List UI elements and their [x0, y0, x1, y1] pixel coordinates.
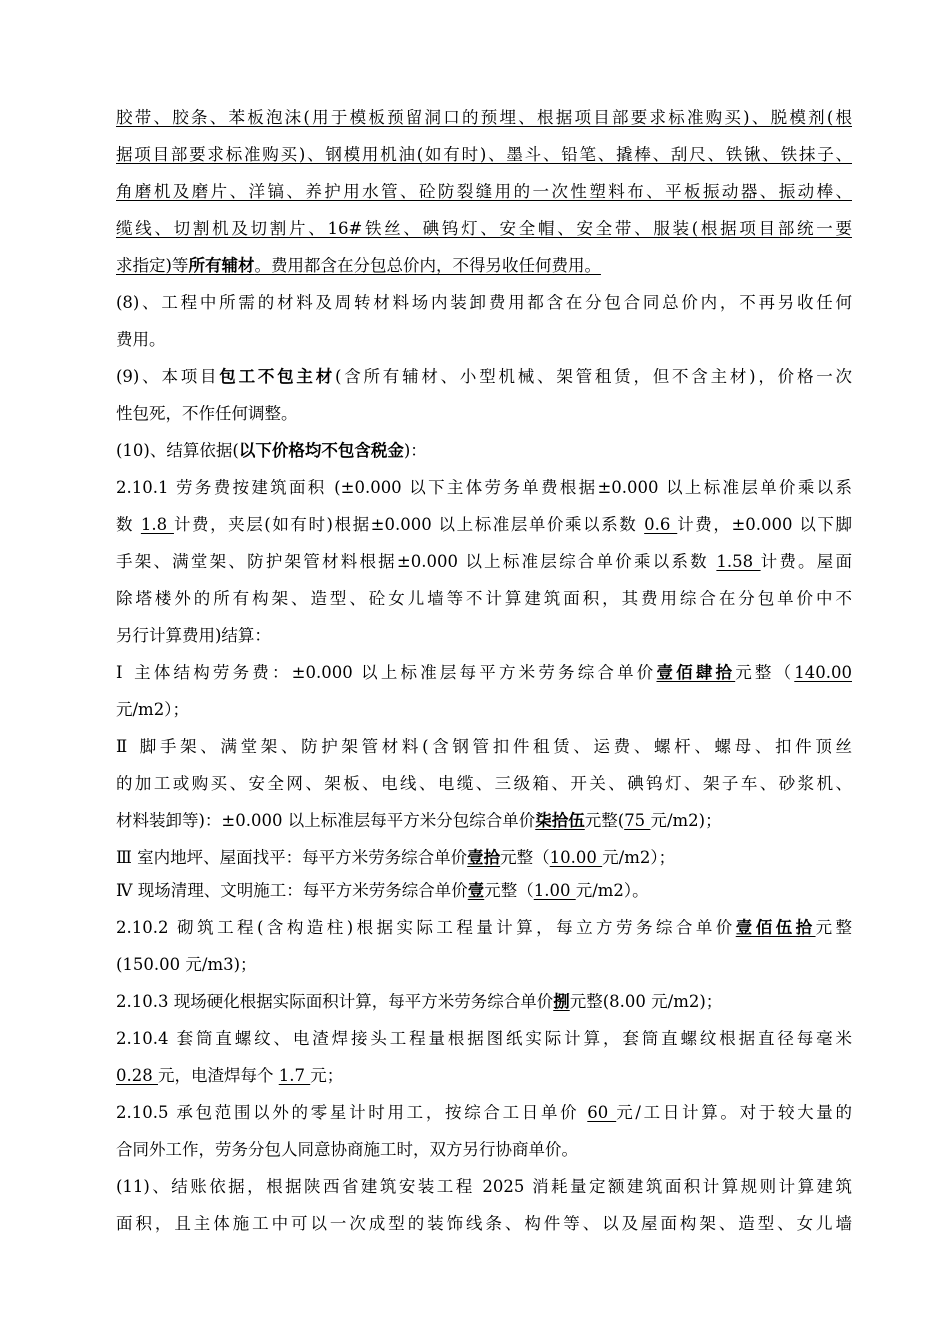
text-segment: 计费，±0.000 以下脚: [677, 515, 852, 534]
text-segment: 2.10.5 承包范围以外的零星计时用工，按综合工日单价: [116, 1103, 588, 1122]
text-line: [116, 328, 852, 352]
text-line: [116, 106, 852, 130]
text-segment: 元/m2）；: [116, 700, 189, 719]
text-segment: 手架、满堂架、防护架管材料根据±0.000 以上标准层综合单价乘以系数: [116, 552, 717, 571]
text-segment: (10)、结算依据(: [116, 441, 239, 460]
text-segment: 元；: [310, 1066, 344, 1085]
text-segment: 壹: [467, 881, 485, 900]
text-segment: 1.8: [140, 515, 174, 534]
text-line: [116, 1138, 852, 1162]
text-segment: 数: [116, 515, 141, 534]
text-segment: 元/m2）。: [575, 881, 649, 900]
text-line: [116, 402, 852, 426]
text-segment: 2.10.1 劳务费按建筑面积 (±0.000 以下主体劳务单费根据±0.000 以上标准层单价乘以系: [116, 478, 852, 497]
text-line: [116, 1212, 852, 1236]
text-segment: 捌: [553, 992, 570, 1011]
text-segment: 以下价格均不包含税金: [238, 441, 404, 460]
text-segment: Ⅰ 主体结构劳务费：±0.000 以上标准层每平方米劳务综合单价: [116, 663, 657, 682]
text-segment: 元整（: [484, 881, 534, 900]
text-line: [116, 735, 852, 759]
text-line: [116, 513, 852, 537]
text-segment: 柒拾伍: [535, 811, 585, 830]
text-segment: 10.00: [549, 848, 603, 867]
text-segment: 计费。屋面: [760, 552, 853, 571]
text-segment: 另行计算费用)结算：: [116, 626, 271, 645]
text-line: [116, 439, 852, 463]
text-segment: Ⅱ 脚手架、满堂架、防护架管材料(含钢管扣件租赁、运费、螺杆、螺母、扣件顶丝: [116, 737, 852, 756]
text-segment: 元/工日计算。对于较大量的: [616, 1103, 852, 1122]
text-segment: 材料装卸等)：±0.000 以上标准层每平方米分包综合单价: [116, 811, 536, 830]
text-segment: 费用。: [116, 330, 166, 349]
text-line: [116, 476, 852, 500]
text-segment: 据项目部要求标准购买)、钢模用机油(如有时)、墨斗、铅笔、撬棒、刮尺、铁锹、铁抹子、: [116, 145, 852, 164]
text-line: [116, 1101, 852, 1125]
text-segment: 壹佰伍拾: [735, 918, 816, 937]
text-segment: (150.00 元/m3)；: [116, 955, 257, 974]
text-segment: 面积，且主体施工中可以一次成型的装饰线条、构件等、以及屋面构架、造型、女儿墙: [116, 1214, 852, 1233]
text-segment: (9)、本项目: [116, 367, 220, 386]
text-line: [116, 1027, 852, 1051]
text-segment: 1.7: [278, 1066, 311, 1085]
text-line: [116, 254, 852, 278]
text-line: [116, 587, 852, 611]
text-segment: 所有辅材: [188, 256, 255, 275]
text-segment: 2.10.4 套筒直螺纹、电渣焊接头工程量根据图纸实际计算，套筒直螺纹根据直径每毫米: [116, 1029, 852, 1048]
text-line: [116, 291, 852, 315]
text-line: [116, 624, 852, 648]
text-line: [116, 365, 852, 389]
text-line: [116, 916, 852, 940]
text-line: [116, 846, 852, 870]
text-segment: 0.28: [116, 1066, 158, 1085]
text-segment: 元整（: [500, 848, 550, 867]
text-segment: (11)、结账依据，根据陕西省建筑安装工程 2025 消耗量定额建筑面积计算规则计算建筑: [116, 1177, 852, 1196]
text-segment: Ⅲ 室内地坪、屋面找平：每平方米劳务综合单价: [116, 848, 468, 867]
text-segment: 2.10.3 现场硬化根据实际面积计算，每平方米劳务综合单价: [116, 992, 554, 1011]
text-segment: 角磨机及磨片、洋镐、养护用水管、砼防裂缝用的一次性塑料布、平板振动器、振动棒、: [116, 182, 852, 201]
text-line: [116, 879, 852, 903]
text-segment: 140.00: [794, 663, 852, 682]
text-segment: Ⅳ 现场清理、文明施工：每平方米劳务综合单价: [116, 881, 468, 900]
text-segment: 的加工或购买、安全网、架板、电线、电缆、三级箱、开关、碘钨灯、架子车、砂浆机、: [116, 774, 852, 793]
text-line: [116, 180, 852, 204]
text-line: [116, 1064, 852, 1088]
text-segment: (含所有辅材、小型机械、架管租赁，但不含主材)，价格一次: [335, 367, 853, 386]
text-segment: 2.10.2 砌筑工程(含构造柱)根据实际工程量计算，每立方劳务综合单价: [116, 918, 736, 937]
text-line: [116, 809, 852, 833]
text-segment: 胶带、胶条、苯板泡沫(用于模板预留洞口的预埋、根据项目部要求标准购买)、脱模剂(根: [116, 108, 852, 127]
text-line: [116, 661, 852, 685]
text-segment: 缆线、切割机及切割片、16#铁丝、碘钨灯、安全帽、安全带、服装(根据项目部统一要: [116, 219, 852, 238]
text-line: [116, 143, 852, 167]
text-segment: 壹佰肆拾: [656, 663, 736, 682]
text-segment: 元，电渣焊每个: [157, 1066, 279, 1085]
text-line: [116, 550, 852, 574]
text-segment: 性包死，不作任何调整。: [116, 404, 298, 423]
text-segment: 元整(8.00 元/m2)；: [569, 992, 723, 1011]
text-segment: 元/m2)；: [650, 811, 722, 830]
text-segment: 元/m2）；: [602, 848, 676, 867]
text-segment: 1.00: [533, 881, 576, 900]
text-segment: 1.58: [716, 552, 761, 571]
text-segment: 60: [587, 1103, 617, 1122]
text-segment: 75: [624, 811, 651, 830]
text-line: [116, 1175, 852, 1199]
text-line: [116, 698, 852, 722]
text-segment: 计费，夹层(如有时)根据±0.000 以上标准层单价乘以系数: [173, 515, 645, 534]
text-segment: 。费用都含在分包总价内，不得另收任何费用。: [254, 256, 601, 275]
text-line: [116, 772, 852, 796]
text-segment: 包工不包主材: [219, 367, 335, 386]
text-segment: 壹拾: [467, 848, 501, 867]
text-line: [116, 953, 852, 977]
text-segment: 0.6: [644, 515, 678, 534]
text-line: [116, 217, 852, 241]
text-segment: )：: [403, 441, 427, 460]
text-line: [116, 990, 852, 1014]
text-segment: 元整: [815, 918, 853, 937]
text-segment: 合同外工作，劳务分包人同意协商施工时，双方另行协商单价。: [116, 1140, 578, 1159]
text-segment: 除塔楼外的所有构架、造型、砼女儿墙等不计算建筑面积，其费用综合在分包单价中不: [116, 589, 852, 608]
text-segment: 元整（: [735, 663, 795, 682]
text-segment: 求指定)等: [116, 256, 189, 275]
text-segment: 元整(: [584, 811, 625, 830]
text-segment: (8)、工程中所需的材料及周转材料场内装卸费用都含在分包合同总价内，不再另收任何: [116, 293, 852, 312]
